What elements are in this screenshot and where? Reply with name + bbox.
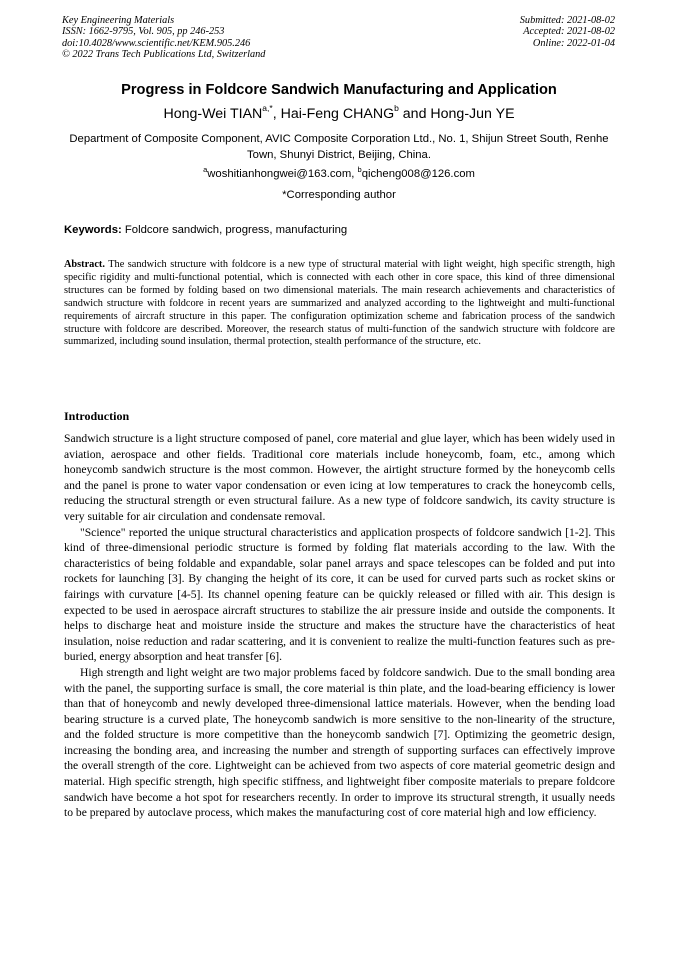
section-heading-introduction: Introduction bbox=[64, 409, 130, 423]
paragraph: High strength and light weight are two major problems faced by foldcore sandwich. Due to the small bonding area with the panel, the supporting surface is small, the core material is thin plate, and the load-bearing efficiency is lower than that of honeycomb and newly developed three-dimensional lattice materials. However, when the bending load bearing structure is a curved plate, The honeycomb sandwich is more sensitive to the non-linearity of the structure, and the folded structure is more competitive than the honeycomb sandwich [7]. Optimizing the geometric design, increasing the bonding area, and increasing the number and strength of supporting surfaces can effectively improve the overall strength of the core. Lightweight can be achieved from two aspects of core material geometric design and material. High specific strength, high specific stiffness, and lightweight fiber composite materials to prepare foldcore sandwich have become a hot spot for researchers recently. In order to improve its structural strength, it usually needs to be prepared by autoclave process, which makes the manufacturing cost of core material high and low efficiency. bbox=[64, 665, 615, 820]
abstract-label: Abstract. bbox=[64, 259, 105, 270]
paper-title: Progress in Foldcore Sandwich Manufacturing and Application bbox=[121, 82, 557, 98]
online-date: Online: 2022-01-04 bbox=[532, 37, 615, 49]
author-list bbox=[0, 104, 678, 124]
journal-doi: doi:10.4028/www.scientific.net/KEM.905.246 bbox=[62, 37, 251, 49]
journal-name: Key Engineering Materials bbox=[62, 15, 175, 26]
author-3: and Hong-Jun YE bbox=[398, 106, 515, 122]
keywords-text: Foldcore sandwich, progress, manufacturing bbox=[121, 224, 348, 236]
corresponding-author-note: *Corresponding author bbox=[282, 189, 396, 201]
author-1: Hong-Wei TIAN bbox=[163, 106, 263, 122]
abstract bbox=[64, 259, 615, 349]
journal-issn: ISSN: 1662-9795, Vol. 905, pp 246-253 bbox=[62, 26, 225, 38]
author-emails bbox=[0, 167, 678, 182]
keywords bbox=[64, 223, 616, 238]
author-2-affil-mark: b bbox=[394, 103, 399, 114]
email-b-mark: b bbox=[357, 165, 362, 175]
publication-dates bbox=[520, 15, 615, 49]
paragraph: "Science" reported the unique structural characteristics and application prospects of foldcore sandwich [1-2]. This kind of three-dimensional periodic structure is formed by folding flat materials according to the law. With the characteristics of being foldable and expandable, solar panel arrays and space telescopes can be folded and put into rockets for launching [3]. By changing the height of its core, it can be used for curved parts such as rocket skins or fairings with curvature [4-5]. Its channel opening feature can be quickly released or filled with air. This design is expected to be used in aerospace aircraft structures to stabilize the air pressure inside and outside the components. It helps to discharge heat and moisture inside the structure and makes the structure have the characteristics of heat insulation, noise reduction and radar scattering, and it is convenient to realize the multi-function features such as pre-buried, energy absorption and heat transfer [6]. bbox=[64, 525, 615, 664]
journal-copyright: © 2022 Trans Tech Publications Ltd, Switzerland bbox=[62, 48, 266, 60]
email-b[interactable]: qicheng008@126.com bbox=[361, 168, 475, 180]
keywords-label: Keywords: bbox=[64, 224, 122, 236]
email-a-mark: a bbox=[203, 165, 208, 175]
paragraph: Sandwich structure is a light structure composed of panel, core material and glue layer, which has been widely used in aviation, aerospace and other fields. Traditional core materials include honeycomb, foam, etc., among which honeycomb sandwich structure is the most common. However, the airtight structure formed by the honeycomb cells and the panel is prone to water vapor condensation or even icing at low temperatures to crack the honeycomb cells, reducing the structural strength or even structural failure. As a new type of foldcore sandwich, its cavity structure is very suitable for air circulation and condensate removal. bbox=[64, 432, 615, 523]
author-2: , Hai-Feng CHANG bbox=[272, 106, 395, 122]
journal-info bbox=[62, 15, 265, 60]
introduction-body bbox=[64, 431, 615, 821]
email-separator: , bbox=[351, 168, 358, 180]
accepted-date: Accepted: 2021-08-02 bbox=[523, 26, 615, 38]
email-a[interactable]: woshitianhongwei@163.com bbox=[207, 168, 352, 180]
affiliation: Department of Composite Component, AVIC Composite Corporation Ltd., No. 1, Shijun Street South, Renhe Town, Shunyi District, Beijing, China. bbox=[69, 133, 609, 161]
author-1-affil-mark: a,* bbox=[262, 103, 273, 114]
abstract-text: The sandwich structure with foldcore is a new type of structural material with light weight, high specific strength, high specific rigidity and multi-functional potential, which is connected with each other in core space, this kind of three dimensional structures can be formed by folding based on two dimensional materials. The main research achievements and characteristics of sandwich structure with foldcore in recent years are summarized and analyzed according to the lightweight and multi-functional requirements of aircraft structure in this paper. The configuration optimization scheme and fabrication process of the sandwich structure with foldcore are described. Moreover, the research status of multi-function of the sandwich structure with foldcore are summarized, including sound insulation, thermal protection, stealth performance of the structure, etc. bbox=[64, 259, 615, 348]
submitted-date: Submitted: 2021-08-02 bbox=[519, 15, 615, 26]
